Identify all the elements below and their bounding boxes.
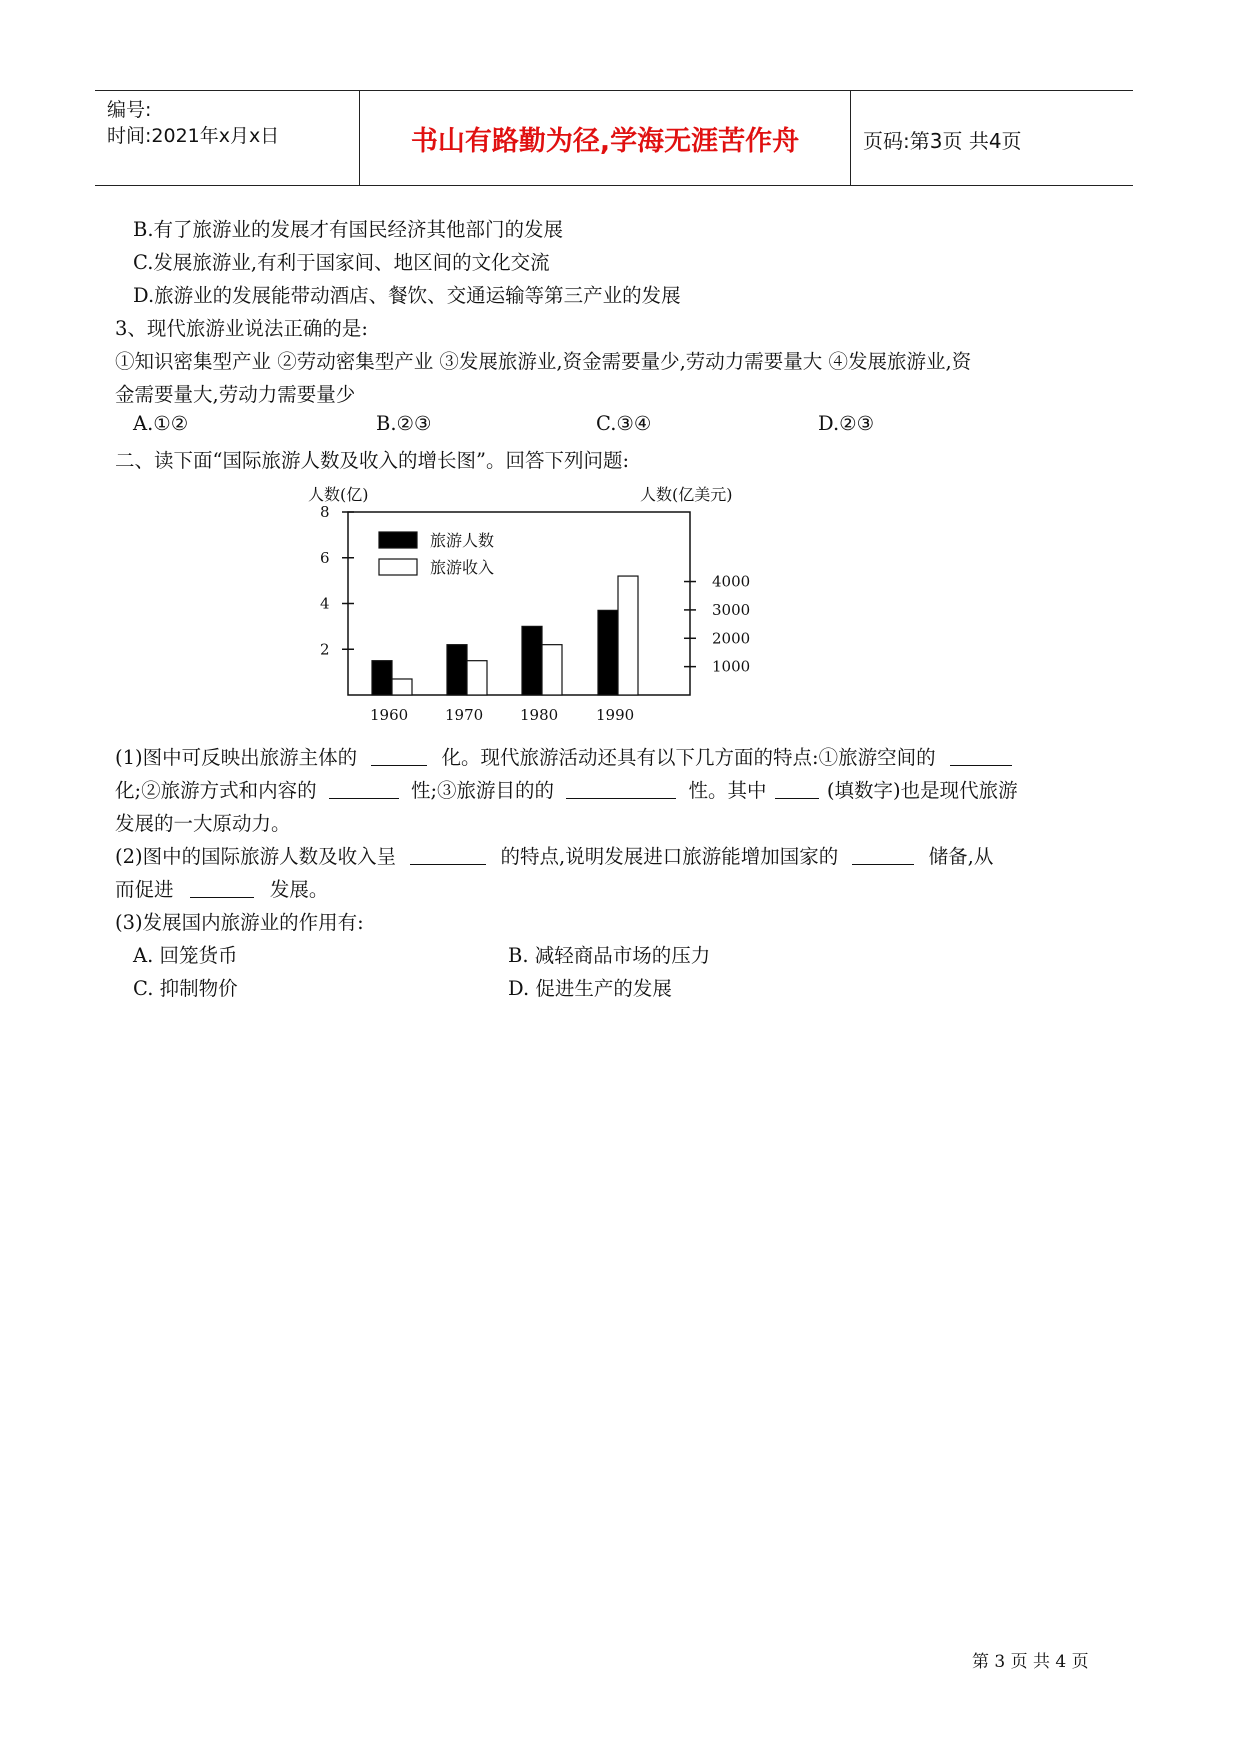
legend-swatch	[379, 559, 417, 575]
q2-option-c: C.发展旅游业,有利于国家间、地区间的文化交流	[133, 251, 550, 274]
page-footer: 第 3 页 共 4 页	[972, 1652, 1089, 1672]
right-axis-label: 人数(亿美元)	[640, 485, 733, 504]
right-tick-label: 3000	[712, 600, 751, 619]
x-tick-label: 1960	[370, 706, 409, 724]
bar-visitors-1980	[522, 626, 542, 695]
s1-text-d: 性;③旅游目的的	[410, 779, 555, 802]
s2-text-e: 发展。	[269, 878, 329, 901]
blank-2[interactable]	[950, 747, 1012, 766]
q3-items-line1: ①知识密集型产业 ②劳动密集型产业 ③发展旅游业,资金需要量少,劳动力需要量大 ④发展旅游业,资	[115, 350, 972, 373]
page-info: 页码:第3页 共4页	[863, 129, 1022, 153]
s2-text-b: 的特点,说明发展进口旅游能增加国家的	[500, 845, 839, 868]
sub-question-2-line2	[115, 874, 328, 902]
legend-swatch	[379, 532, 417, 548]
header-left-cell	[95, 91, 360, 185]
left-tick-label: 4	[320, 594, 330, 613]
q3-stem: 3、现代旅游业说法正确的是:	[115, 317, 368, 340]
s1-text-g: 发展的一大原动力。	[115, 812, 291, 835]
header-right-cell	[851, 91, 1133, 185]
x-tick-label: 1990	[596, 706, 635, 724]
blank-1[interactable]	[371, 747, 427, 766]
left-tick-label: 8	[320, 503, 330, 521]
x-tick-label: 1970	[445, 706, 484, 724]
s2-text-a: (2)图中的国际旅游人数及收入呈	[115, 845, 397, 868]
right-tick-label: 2000	[712, 629, 751, 648]
s1-text-f: (填数字)也是现代旅游	[826, 779, 1018, 802]
legend-label: 旅游收入	[430, 558, 495, 577]
blank-7[interactable]	[852, 846, 914, 865]
blank-5[interactable]	[775, 780, 819, 799]
sub-question-2-line1	[115, 841, 993, 869]
sub-question-1-line2	[115, 775, 1018, 803]
bar-visitors-1970	[447, 645, 467, 695]
q3-option-c: C.③④	[596, 412, 652, 435]
q3-option-d: D.②③	[818, 412, 875, 435]
legend-label: 旅游人数	[430, 531, 495, 550]
right-tick-label: 1000	[712, 657, 751, 676]
bar-revenue-1980	[542, 645, 562, 695]
right-tick-label: 4000	[712, 572, 751, 591]
s2-text-d: 而促进	[115, 878, 174, 901]
s1-text-a: (1)图中可反映出旅游主体的	[115, 746, 358, 769]
section-2-title: 二、读下面“国际旅游人数及收入的增长图”。回答下列问题:	[115, 449, 630, 472]
s3-option-d: D. 促进生产的发展	[508, 977, 672, 1000]
legend	[379, 531, 494, 577]
bar-revenue-1960	[392, 679, 412, 695]
bar-visitors-1990	[598, 610, 618, 695]
x-tick-label: 1980	[520, 706, 559, 724]
blank-6[interactable]	[410, 846, 486, 865]
sub-question-1-line1	[115, 742, 1012, 770]
left-tick-label: 6	[320, 548, 330, 567]
left-tick-label: 2	[320, 640, 330, 659]
q2-option-b: B.有了旅游业的发展才有国民经济其他部门的发展	[133, 218, 564, 241]
blank-3[interactable]	[329, 780, 399, 799]
s3-option-c: C. 抑制物价	[133, 977, 238, 1000]
motto: 书山有路勤为径,学海无涯苦作舟	[410, 126, 800, 157]
left-axis-label: 人数(亿)	[308, 485, 369, 504]
bar-revenue-1990	[618, 576, 638, 695]
left-ticks	[320, 503, 354, 658]
bars	[372, 576, 638, 695]
blank-8[interactable]	[190, 879, 254, 898]
header-middle-cell	[360, 91, 851, 185]
q3-option-a: A.①②	[133, 412, 189, 435]
s1-text-e: 性。其中	[688, 779, 767, 802]
q3-option-b: B.②③	[376, 412, 432, 435]
s2-text-c: 储备,从	[928, 845, 994, 868]
q2-option-d: D.旅游业的发展能带动酒店、餐饮、交通运输等第三产业的发展	[133, 284, 681, 307]
sub-question-3-stem: (3)发展国内旅游业的作用有:	[115, 911, 364, 934]
right-ticks	[684, 573, 750, 676]
blank-4[interactable]	[566, 780, 676, 799]
s1-text-c: 化;②旅游方式和内容的	[115, 779, 317, 802]
tourism-growth-chart	[300, 480, 760, 730]
number-label: 编号:	[107, 99, 152, 121]
bar-revenue-1970	[467, 661, 487, 695]
bar-visitors-1960	[372, 661, 392, 695]
page-header	[95, 90, 1133, 186]
q3-items-line2: 金需要量大,劳动力需要量少	[115, 383, 356, 406]
s1-text-b: 化。现代旅游活动还具有以下几方面的特点:①旅游空间的	[441, 746, 936, 769]
s3-option-b: B. 减轻商品市场的压力	[508, 944, 711, 967]
s3-option-a: A. 回笼货币	[133, 944, 238, 967]
time-label: 时间:2021年x月x日	[107, 125, 280, 147]
x-labels	[370, 706, 634, 724]
